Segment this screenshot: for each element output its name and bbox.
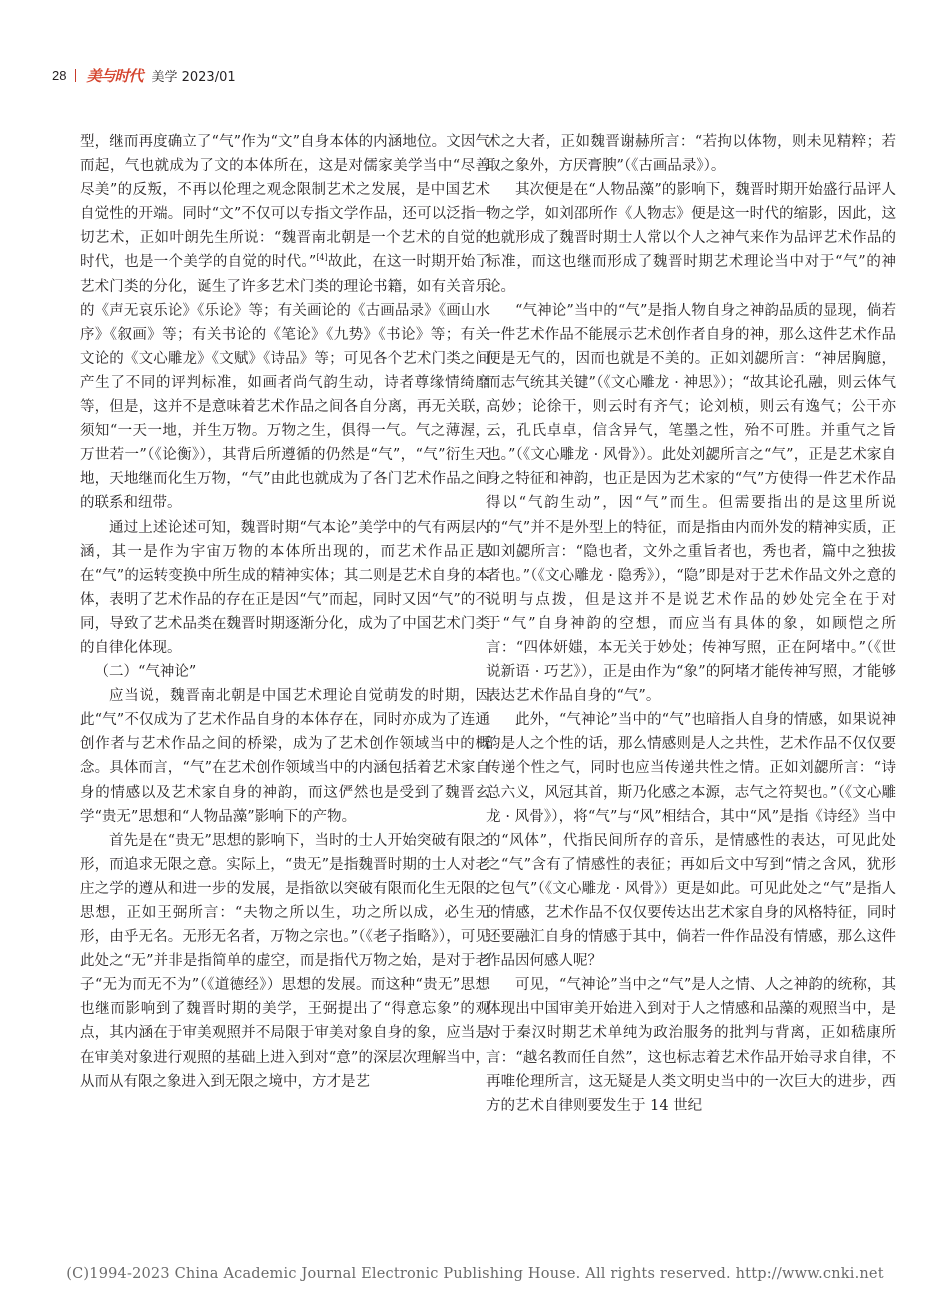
copyright-footer: (C)1994-2023 China Academic Journal Electronic Publishing House. All rights reserved. http://www.cnki.net [66,1266,884,1282]
paragraph: 其次便是在“人物品藻”的影响下，魏晋时期开始盛行品评人物之学，如刘邵所作《人物志》便是这一时代的缩影，因此，这也就形成了魏晋时期士人常以个人之神气来作为品评艺术作品的标准，而这也继而形成了魏晋时期艺术理论当中对于“气”的神论。 [486,182,896,295]
paragraph: “气神论”当中的“气”是指人物自身之神韵品质的显现，倘若一件艺术作品不能展示艺术创作者自身的神，那么这件艺术作品便是无气的，因而也就是不美的。正如刘勰所言：“神居胸臆，而志气统其关键”（《文心雕龙 · 神思》）；“故其论孔融，则云体气高妙；论徐干，则云时有齐气；论刘桢，则云有逸气；公干亦云，孔氏卓卓，信含异气，笔墨之性，殆不可胜。并重气之旨也。”（《文心雕龙 · 风骨》）。此处刘勰所言之“气”，正是艺术家自身之特征和神韵，也正是因为艺术家的“气”方使得一件艺术作品得以“气韵生动”，因“气”而生。但需要指出的是这里所说的“气”并不是外型上的特征，而是指由内而外发的精神实质，正如刘勰所言：“隐也者，文外之重旨者也，秀也者，篇中之独拔者也。”（《文心雕龙 · 隐秀》），“隐”即是对于艺术作品文外之意的说明与点拨，但是这并不是说艺术作品的妙处完全在于对于“气”自身神韵的空想，而应当有具体的象，如顾恺之所言：“四体妍媸，本无关于妙处；传神写照，正在阿堵中。”（《世说新语 · 巧艺》），正是由作为“象”的阿堵才能传神写照，才能够表达艺术作品自身的“气”。 [486,302,896,705]
citation-marker: [4] [316,253,328,263]
paragraph [80,130,490,516]
journal-logo: 美与时代 [86,66,143,85]
issue-label: 美学 2023/01 [151,69,236,85]
left-column [80,130,490,1094]
section-subheading: （二）“气神论” [94,664,197,681]
paragraph: 应当说，魏晋南北朝是中国艺术理论自觉萌发的时期，因此“气”不仅成为了艺术作品自身的本体存在，同时亦成为了连通创作者与艺术作品之间的桥梁，成为了艺术创作领域当中的概念。具体而言，“气”在艺术创作领域当中的内涵包括着艺术家自身的情感以及艺术家自身的神韵，而这俨然也是受到了魏晋玄学“贵无”思想和“人物品藻”影响下的产物。 [80,688,490,825]
page-header [52,64,236,86]
paragraph-text: 故此，在这一时期开始了艺术门类的分化，诞生了许多艺术门类的理论书籍，如有关音乐的《声无哀乐论》《乐论》等；有关画论的《古画品录》《画山水序》《叙画》等；有关书论的《笔论》《九势》《书论》等；有关文论的《文心雕龙》《文赋》《诗品》等；可见各个艺术门类之间产生了不同的评判标准，如画者尚气韵生动，诗者尊缘情绮靡等，但是，这并不是意味着艺术作品之间各自分离，再无关联，须知“一天一地，并生万物。万物之生，俱得一气。气之薄渥，万世若一”（《论衡》），其背后所遵循的仍然是“气”，“气”衍生天地，天地继而化生万物，“气”由此也就成为了各门艺术作品之间的联系和纽带。 [80,254,491,512]
paragraph: 术之大者，正如魏晋谢赫所言：“若拘以体物，则未见精粹；若取之象外，方厌膏腴”（《古画品录》）。 [486,134,896,175]
header-divider [75,69,76,82]
paragraph: 此外，“气神论”当中的“气”也暗指人自身的情感，如果说神韵是人之个性的话，那么情感则是人之共性，艺术作品不仅仅要传递个性之气，同时也应当传递共性之情。正如刘勰所言：“诗总六义，风冠其首，斯乃化感之本源，志气之符契也。”（《文心雕龙 · 风骨》），将“气”与“风”相结合，其中“风”是指《诗经》当中的“风体”，代指民间所存的音乐，是情感性的表达，可见此处之“气”含有了情感性的表征；再如后文中写到“情之含风，犹形之包气”（《文心雕龙 · 风骨》）更是如此。可见此处之“气”是指人的情感，艺术作品不仅仅要传达出艺术家自身的风格特征，同时还要融汇自身的情感于其中，倘若一件作品没有情感，那么这件作品因何感人呢？ [486,712,896,970]
paragraph: 首先是在“贵无”思想的影响下，当时的士人开始突破有限之形，而追求无限之意。实际上，“贵无”是指魏晋时期的士人对老庄之学的遵从和进一步的发展，是指欲以突破有限而化生无限的思想，正如王弼所言：“夫物之所以生，功之所以成，必生无形，由乎无名。无形无名者，万物之宗也。”（《老子指略》），可见此处之“无”并非是指简单的虚空，而是指代万物之始，是对于老子“无为而无不为”（《道德经》）思想的发展。而这种“贵无”思想也继而影响到了魏晋时期的美学，王弼提出了“得意忘象”的观点，其内涵在于审美观照并不局限于审美对象自身的象，应当是在审美对象进行观照的基础上进入到对“意”的深层次理解当中，从而从有限之象进入到无限之境中，方才是艺 [80,832,490,1090]
page-number: 28 [52,67,67,83]
paragraph-text: 型，继而再度确立了“气”作为“文”自身本体的内涵地位。文因气而起，气也就成为了文的本体所在，这是对儒家美学当中“尽善尽美”的反叛，不再以伦理之观念限制艺术之发展，是中国艺术自觉性的开端。同时“文”不仅可以专指文学作品，还可以泛指一切艺术，正如叶朗先生所说：“魏晋南北朝是一个艺术的自觉的时代，也是一个美学的自觉的时代。” [80,134,490,271]
right-column [486,130,896,1118]
paragraph: 通过上述论述可知，魏晋时期“气本论”美学中的气有两层内涵，其一是作为宇宙万物的本体所出现的，而艺术作品正是在“气”的运转变换中所生成的精神实体；其二则是艺术自身的本体，表明了艺术作品的存在正是因“气”而起，同时又因“气”的不同，导致了艺术品类在魏晋时期逐渐分化，成为了中国艺术门类的自律化体现。 [80,519,490,656]
paragraph: 可见，“气神论”当中之“气”是人之情、人之神韵的统称，其体现出中国审美开始进入到对于人之情感和品藻的观照当中，是对于秦汉时期艺术单纯为政治服务的批判与背离，正如嵇康所言：“越名教而任自然”，这也标志着艺术作品开始寻求自律，不再唯伦理所言，这无疑是人类文明史当中的一次巨大的进步，西方的艺术自律则要发生于 14 世纪 [486,977,896,1114]
